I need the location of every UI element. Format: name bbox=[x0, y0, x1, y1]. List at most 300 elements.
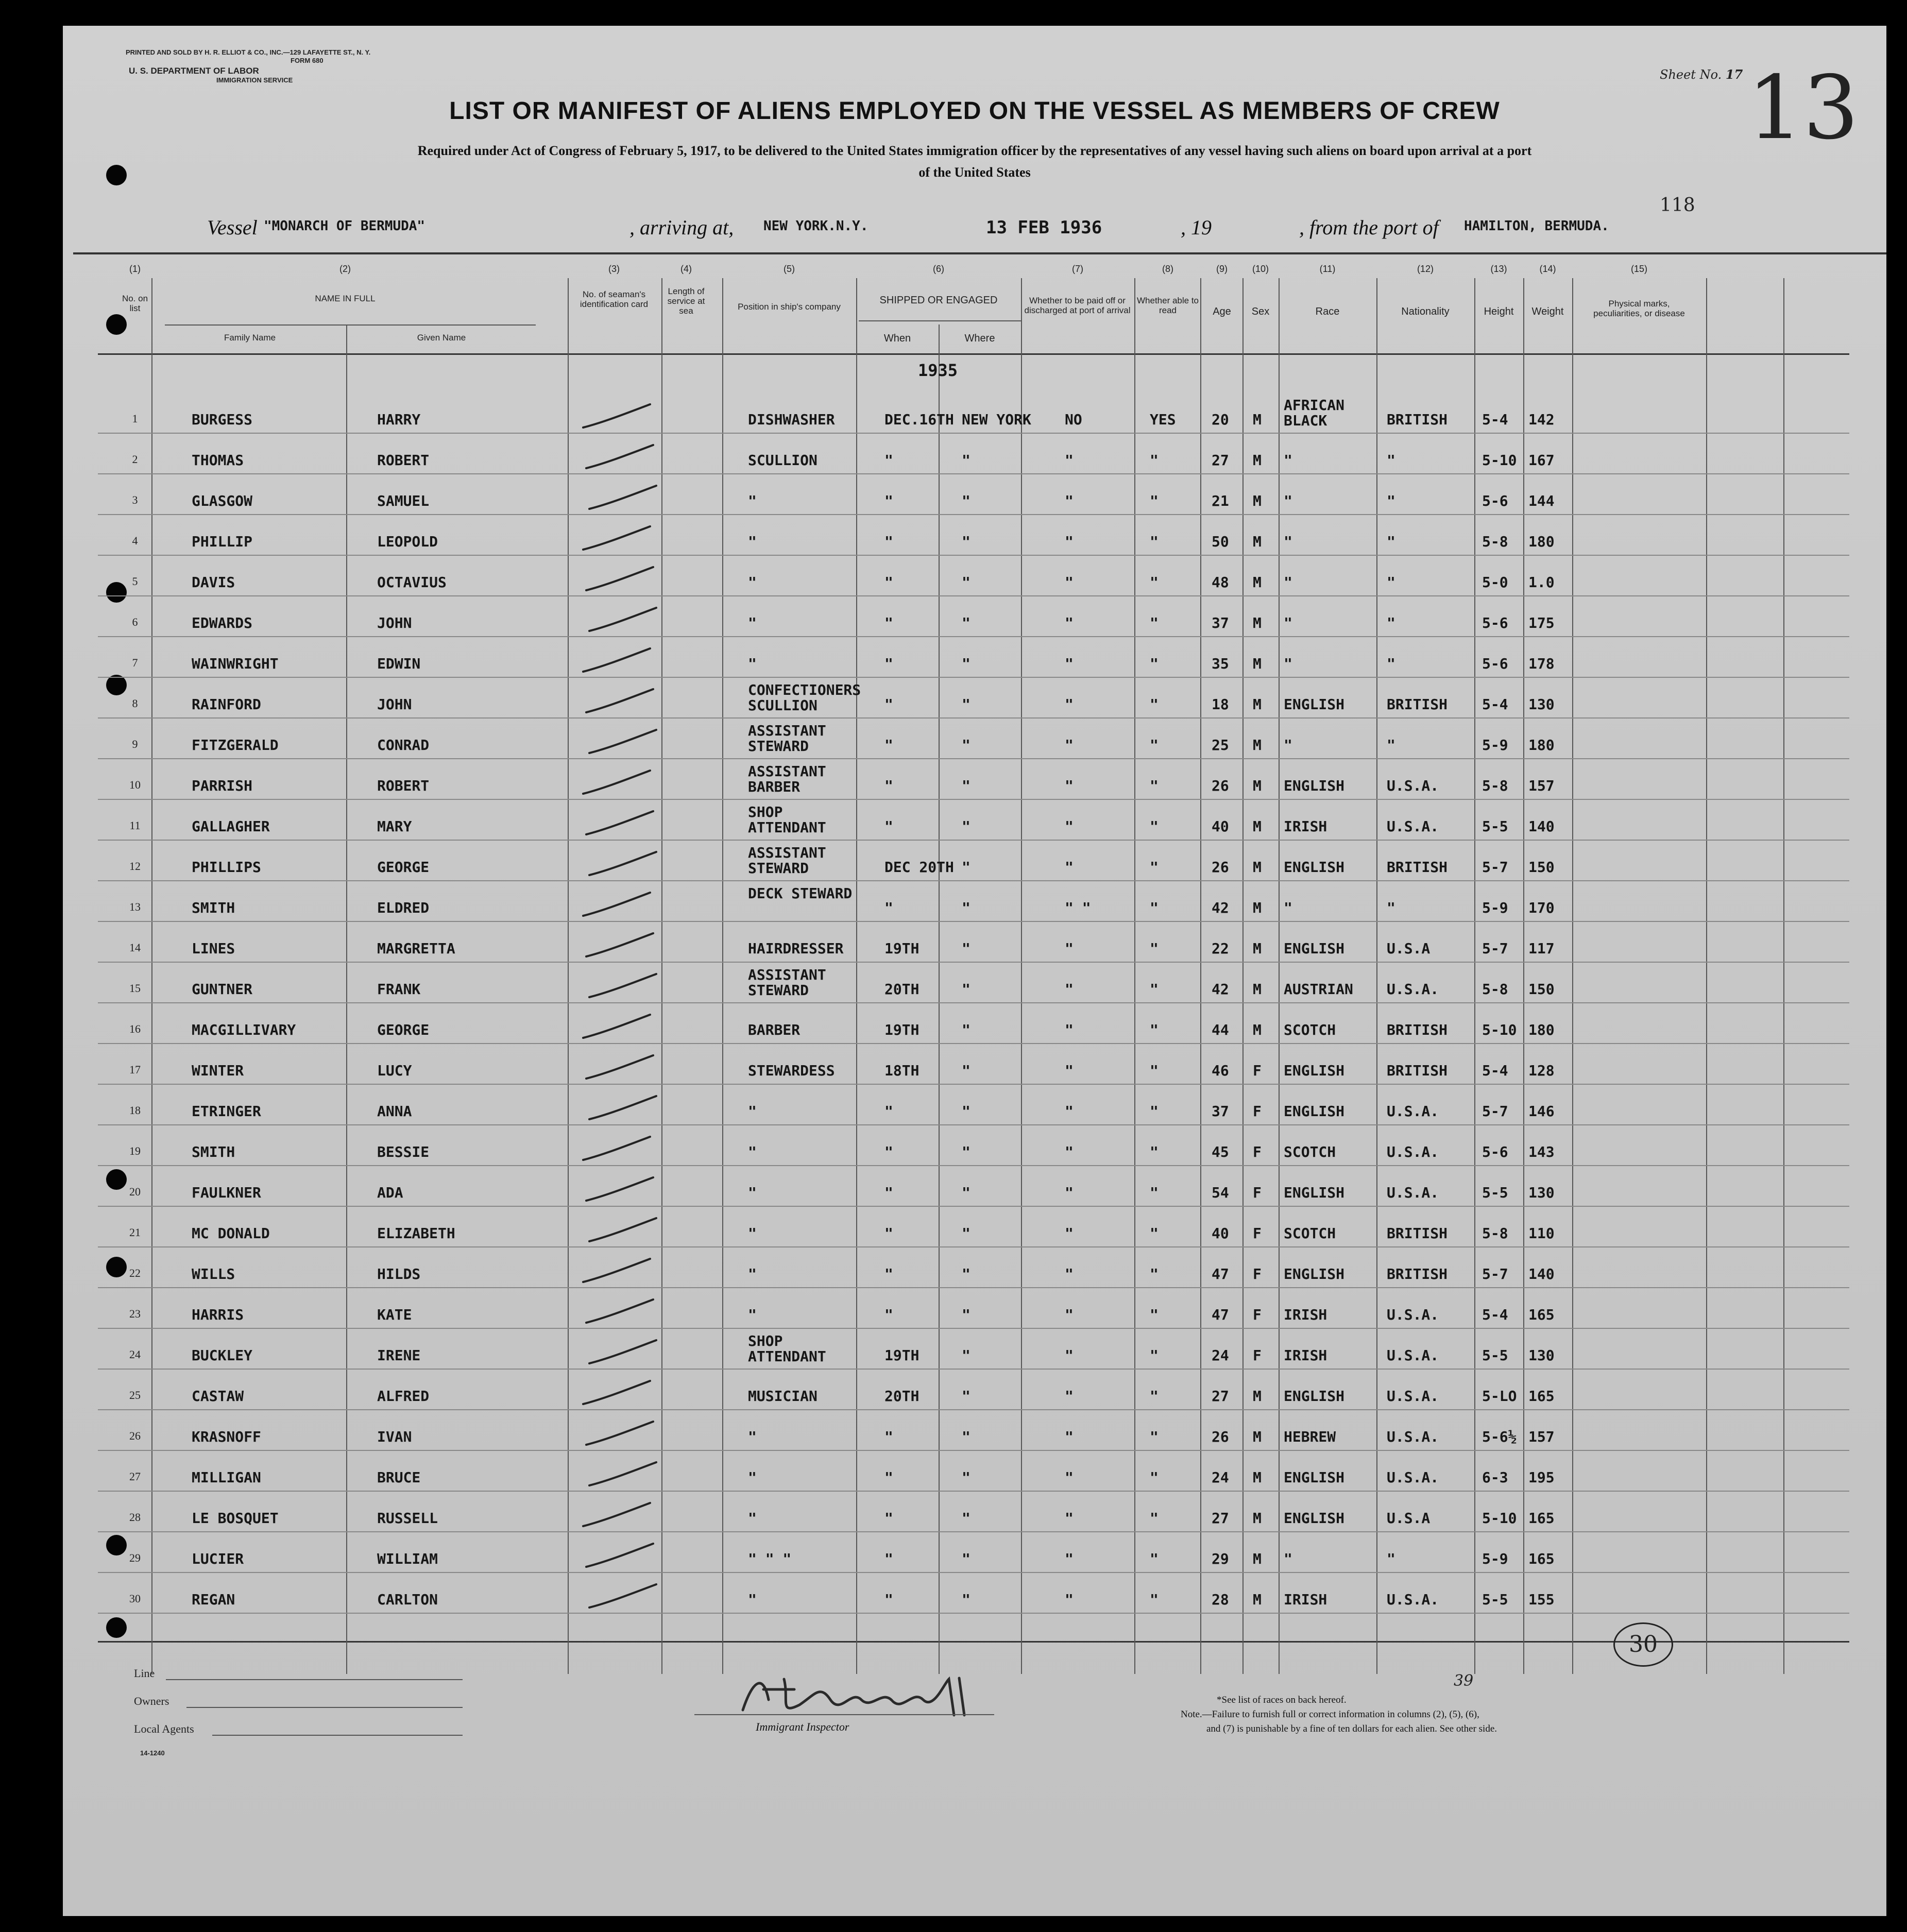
column-header-paid-off: Whether to be paid off or discharged at port of arrival bbox=[1024, 296, 1131, 315]
sex: M bbox=[1253, 940, 1262, 957]
row-number: 19 bbox=[129, 1144, 141, 1157]
from-port-label: , from the port of bbox=[1299, 216, 1439, 239]
height: 5-6 bbox=[1482, 492, 1508, 509]
race: ENGLISH bbox=[1284, 1184, 1345, 1201]
shipped-where: " bbox=[962, 1428, 970, 1445]
nationality: BRITISH bbox=[1387, 1266, 1448, 1283]
race: IRISH bbox=[1284, 1347, 1327, 1364]
shipped-when: " bbox=[884, 1550, 893, 1567]
race: " bbox=[1284, 655, 1292, 672]
weight: 142 bbox=[1528, 411, 1555, 428]
family-name: WILLS bbox=[192, 1266, 235, 1283]
weight: 140 bbox=[1528, 1266, 1555, 1283]
able-to-read: " bbox=[1150, 737, 1159, 754]
family-name: GUNTNER bbox=[192, 981, 253, 998]
nationality: " bbox=[1387, 574, 1395, 591]
shipped-where: " bbox=[962, 981, 970, 998]
family-name: GLASGOW bbox=[192, 492, 253, 509]
signature-rule bbox=[694, 1714, 994, 1715]
row-number: 25 bbox=[129, 1389, 141, 1401]
line-field bbox=[166, 1679, 463, 1680]
nationality: U.S.A. bbox=[1387, 981, 1439, 998]
shipped-where: " bbox=[962, 737, 970, 754]
position: " bbox=[748, 1266, 757, 1283]
age: 27 bbox=[1212, 1388, 1229, 1405]
row-rule bbox=[98, 962, 1849, 963]
paid-off: NO bbox=[1065, 411, 1082, 428]
height: 5-4 bbox=[1482, 696, 1508, 713]
nationality: U.S.A bbox=[1387, 940, 1431, 957]
nationality: U.S.A. bbox=[1387, 1306, 1439, 1323]
sex: M bbox=[1253, 492, 1262, 509]
family-name: THOMAS bbox=[192, 452, 244, 469]
column-header-read: Whether able to read bbox=[1137, 296, 1199, 315]
given-name: ANNA bbox=[377, 1103, 412, 1120]
weight: 144 bbox=[1528, 492, 1555, 509]
shipped-when: 19TH bbox=[884, 1021, 920, 1038]
column-number: (10) bbox=[1252, 264, 1269, 274]
shipped-where: " bbox=[962, 1550, 970, 1567]
weight: 175 bbox=[1528, 614, 1555, 631]
year-above-dates: 1935 bbox=[918, 361, 958, 380]
shipped-when: 18TH bbox=[884, 1062, 920, 1079]
column-rule bbox=[151, 278, 152, 1674]
given-name: LEOPOLD bbox=[377, 533, 438, 550]
given-name: MARY bbox=[377, 818, 412, 835]
row-rule bbox=[98, 1491, 1849, 1492]
paid-off: " bbox=[1065, 492, 1074, 509]
form-code: 14-1240 bbox=[140, 1749, 165, 1757]
race: " bbox=[1284, 614, 1292, 631]
height: 5-8 bbox=[1482, 533, 1508, 550]
given-name: EDWIN bbox=[377, 655, 421, 672]
shipped-when: " bbox=[884, 1306, 893, 1323]
shipped-where: " bbox=[962, 452, 970, 469]
race: AUSTRIAN bbox=[1284, 981, 1353, 998]
age: 25 bbox=[1212, 737, 1229, 754]
column-rule bbox=[939, 324, 940, 1674]
id-card-check-mark bbox=[578, 1256, 655, 1287]
id-card-check-mark bbox=[584, 1216, 661, 1246]
race: ENGLISH bbox=[1284, 1469, 1345, 1486]
column-rule bbox=[1021, 278, 1022, 1674]
column-header-physical-marks: Physical marks, peculiarities, or disease bbox=[1593, 299, 1685, 318]
vessel-line bbox=[207, 212, 1752, 243]
family-name: FITZGERALD bbox=[192, 737, 279, 754]
family-name: BURGESS bbox=[192, 411, 253, 428]
column-number: (13) bbox=[1490, 264, 1507, 274]
sex: M bbox=[1253, 777, 1262, 794]
race: SCOTCH bbox=[1284, 1021, 1336, 1038]
shipped-where: " bbox=[962, 1306, 970, 1323]
row-number: 10 bbox=[129, 778, 141, 791]
paid-off: " bbox=[1065, 1428, 1074, 1445]
column-header-given-name: Given Name bbox=[417, 333, 466, 343]
given-name: GEORGE bbox=[377, 1021, 430, 1038]
inspector-label: Immigrant Inspector bbox=[756, 1720, 849, 1733]
row-number: 3 bbox=[132, 493, 138, 506]
weight: 157 bbox=[1528, 777, 1555, 794]
race: " bbox=[1284, 574, 1292, 591]
position: " bbox=[748, 1306, 757, 1323]
id-card-check-mark bbox=[581, 442, 658, 473]
column-header-family-name: Family Name bbox=[224, 333, 276, 343]
position: SHOP ATTENDANT bbox=[748, 803, 826, 836]
age: 42 bbox=[1212, 899, 1229, 916]
id-card-check-mark bbox=[581, 1419, 658, 1450]
position: " bbox=[748, 1591, 757, 1608]
sex: F bbox=[1253, 1347, 1262, 1364]
row-number: 4 bbox=[132, 534, 138, 547]
sex: M bbox=[1253, 1428, 1262, 1445]
nationality: U.S.A. bbox=[1387, 1184, 1439, 1201]
age: 44 bbox=[1212, 1021, 1229, 1038]
sex: M bbox=[1253, 1550, 1262, 1567]
punch-hole bbox=[106, 314, 127, 335]
age: 27 bbox=[1212, 452, 1229, 469]
column-number: (7) bbox=[1072, 264, 1083, 274]
column-rule bbox=[1474, 278, 1475, 1674]
shipped-where: " bbox=[962, 1266, 970, 1283]
age: 22 bbox=[1212, 940, 1229, 957]
position: " bbox=[748, 1184, 757, 1201]
weight: 170 bbox=[1528, 899, 1555, 916]
age: 37 bbox=[1212, 1103, 1229, 1120]
paid-off: " " bbox=[1065, 899, 1091, 916]
row-number: 8 bbox=[132, 697, 138, 710]
row-number: 6 bbox=[132, 615, 138, 628]
row-rule bbox=[98, 1165, 1849, 1166]
shipped-where: " bbox=[962, 1225, 970, 1242]
position: " bbox=[748, 1103, 757, 1120]
given-name: BESSIE bbox=[377, 1143, 430, 1160]
shipped-where: " bbox=[962, 1184, 970, 1201]
family-name: EDWARDS bbox=[192, 614, 253, 631]
height: 5-4 bbox=[1482, 411, 1508, 428]
departure-port: HAMILTON, BERMUDA. bbox=[1464, 218, 1609, 234]
able-to-read: " bbox=[1150, 655, 1159, 672]
able-to-read: " bbox=[1150, 492, 1159, 509]
column-rule bbox=[1376, 278, 1377, 1674]
paid-off: " bbox=[1065, 1184, 1074, 1201]
row-number: 21 bbox=[129, 1226, 141, 1239]
column-rule bbox=[1200, 278, 1201, 1674]
shipped-when: " bbox=[884, 1469, 893, 1486]
shipped-when: 19TH bbox=[884, 1347, 920, 1364]
height: 5-4 bbox=[1482, 1062, 1508, 1079]
row-number: 14 bbox=[129, 941, 141, 954]
able-to-read: " bbox=[1150, 1103, 1159, 1120]
table-bottom-rule bbox=[98, 1641, 1849, 1643]
able-to-read: " bbox=[1150, 818, 1159, 835]
id-card-check-mark bbox=[581, 1053, 658, 1084]
shipped-where: " bbox=[962, 492, 970, 509]
given-name: ALFRED bbox=[377, 1388, 430, 1405]
id-card-check-mark bbox=[584, 1093, 661, 1124]
vessel-name: "MONARCH OF BERMUDA" bbox=[264, 218, 425, 234]
row-rule bbox=[98, 840, 1849, 841]
nationality: " bbox=[1387, 655, 1395, 672]
nationality: U.S.A. bbox=[1387, 1469, 1439, 1486]
row-number: 20 bbox=[129, 1185, 141, 1198]
given-name: JOHN bbox=[377, 696, 412, 713]
nationality: " bbox=[1387, 492, 1395, 509]
able-to-read: " bbox=[1150, 1591, 1159, 1608]
shipped-when: " bbox=[884, 1428, 893, 1445]
arriving-port: NEW YORK.N.Y. bbox=[763, 218, 869, 234]
given-name: ELIZABETH bbox=[377, 1225, 455, 1242]
age: 47 bbox=[1212, 1306, 1229, 1323]
family-name: LUCIER bbox=[192, 1550, 244, 1567]
family-name: PARRISH bbox=[192, 777, 253, 794]
sex: M bbox=[1253, 411, 1262, 428]
local-agents-label: Local Agents bbox=[134, 1722, 194, 1735]
column-number: (12) bbox=[1417, 264, 1434, 274]
shipped-where: " bbox=[962, 818, 970, 835]
sex: M bbox=[1253, 737, 1262, 754]
penalty-note: Note.—Failure to furnish full or correct information in columns (2), (5), (6), bbox=[1181, 1709, 1479, 1720]
weight: 150 bbox=[1528, 859, 1555, 876]
sex: M bbox=[1253, 574, 1262, 591]
shipped-where: " bbox=[962, 1510, 970, 1527]
row-rule bbox=[98, 1246, 1849, 1247]
height: 5-5 bbox=[1482, 1347, 1508, 1364]
row-rule bbox=[98, 1613, 1849, 1614]
row-rule bbox=[98, 473, 1849, 474]
paid-off: " bbox=[1065, 777, 1074, 794]
column-number: (5) bbox=[784, 264, 795, 274]
shipped-when: " bbox=[884, 614, 893, 631]
given-name: BRUCE bbox=[377, 1469, 421, 1486]
row-rule bbox=[98, 1409, 1849, 1410]
year-label: , 19 bbox=[1181, 216, 1212, 239]
column-rule bbox=[722, 278, 723, 1674]
row-rule bbox=[98, 677, 1849, 678]
id-card-check-mark bbox=[584, 605, 661, 636]
height: 5-8 bbox=[1482, 777, 1508, 794]
sex: M bbox=[1253, 452, 1262, 469]
id-card-check-mark bbox=[581, 1541, 658, 1572]
family-name: LE BOSQUET bbox=[192, 1510, 279, 1527]
height: 5-8 bbox=[1482, 1225, 1508, 1242]
row-number: 28 bbox=[129, 1511, 141, 1524]
form-number: FORM 680 bbox=[291, 57, 323, 64]
race: ENGLISH bbox=[1284, 1510, 1345, 1527]
able-to-read: " bbox=[1150, 1306, 1159, 1323]
able-to-read: " bbox=[1150, 1469, 1159, 1486]
column-number: (2) bbox=[339, 264, 351, 274]
sex: M bbox=[1253, 1021, 1262, 1038]
column-header-name: NAME IN FULL bbox=[315, 294, 376, 303]
age: 45 bbox=[1212, 1143, 1229, 1160]
position: " bbox=[748, 1469, 757, 1486]
family-name: RAINFORD bbox=[192, 696, 261, 713]
height: 5-9 bbox=[1482, 737, 1508, 754]
given-name: SAMUEL bbox=[377, 492, 430, 509]
shipped-when: " bbox=[884, 737, 893, 754]
row-number: 5 bbox=[132, 575, 138, 588]
nationality: " bbox=[1387, 452, 1395, 469]
race: " bbox=[1284, 899, 1292, 916]
height: 6-3 bbox=[1482, 1469, 1508, 1486]
position: ASSISTANT STEWARD bbox=[748, 844, 826, 877]
shipped-when: " bbox=[884, 1184, 893, 1201]
nationality: U.S.A. bbox=[1387, 777, 1439, 794]
column-rule bbox=[1706, 278, 1707, 1674]
family-name: DAVIS bbox=[192, 574, 235, 591]
paid-off: " bbox=[1065, 452, 1074, 469]
column-number: (11) bbox=[1319, 264, 1336, 274]
sex: M bbox=[1253, 696, 1262, 713]
shipped-when: " bbox=[884, 777, 893, 794]
sex: F bbox=[1253, 1103, 1262, 1120]
column-header-nationality: Nationality bbox=[1401, 306, 1450, 317]
given-name: ROBERT bbox=[377, 777, 430, 794]
sex: M bbox=[1253, 614, 1262, 631]
sex: M bbox=[1253, 899, 1262, 916]
race: ENGLISH bbox=[1284, 777, 1345, 794]
nationality: U.S.A bbox=[1387, 1510, 1431, 1527]
sex: M bbox=[1253, 655, 1262, 672]
service-name: IMMIGRATION SERVICE bbox=[216, 76, 293, 84]
id-card-check-mark bbox=[581, 565, 658, 595]
shipped-where: " bbox=[962, 1143, 970, 1160]
shipped-where: " bbox=[962, 1062, 970, 1079]
given-name: KATE bbox=[377, 1306, 412, 1323]
height: 5-9 bbox=[1482, 899, 1508, 916]
shipped-where: " bbox=[962, 859, 970, 876]
arriving-label: , arriving at, bbox=[629, 216, 734, 239]
row-number: 26 bbox=[129, 1429, 141, 1442]
height: 5-9 bbox=[1482, 1550, 1508, 1567]
shipped-where: " bbox=[962, 940, 970, 957]
sex: M bbox=[1253, 818, 1262, 835]
nationality: U.S.A. bbox=[1387, 1143, 1439, 1160]
shipped-when: " bbox=[884, 574, 893, 591]
shipped-when: " bbox=[884, 818, 893, 835]
weight: 150 bbox=[1528, 981, 1555, 998]
race: IRISH bbox=[1284, 1591, 1327, 1608]
table-top-rule bbox=[73, 252, 1886, 254]
height: 5-7 bbox=[1482, 940, 1508, 957]
race: ENGLISH bbox=[1284, 859, 1345, 876]
row-rule bbox=[98, 880, 1849, 881]
paid-off: " bbox=[1065, 1143, 1074, 1160]
able-to-read: " bbox=[1150, 1266, 1159, 1283]
punch-hole bbox=[106, 1169, 127, 1190]
punch-hole bbox=[106, 1257, 127, 1277]
family-name: CASTAW bbox=[192, 1388, 244, 1405]
family-name: BUCKLEY bbox=[192, 1347, 253, 1364]
age: 26 bbox=[1212, 1428, 1229, 1445]
paid-off: " bbox=[1065, 859, 1074, 876]
shipped-when: " bbox=[884, 452, 893, 469]
position: DECK STEWARD bbox=[748, 885, 853, 902]
able-to-read: " bbox=[1150, 777, 1159, 794]
able-to-read: " bbox=[1150, 1510, 1159, 1527]
able-to-read: " bbox=[1150, 981, 1159, 998]
column-header-id-card: No. of seaman's identification card bbox=[580, 289, 649, 309]
position: " bbox=[748, 614, 757, 631]
column-number: (15) bbox=[1630, 264, 1647, 274]
paid-off: " bbox=[1065, 696, 1074, 713]
shipped-when: " bbox=[884, 1143, 893, 1160]
position: SHOP ATTENDANT bbox=[748, 1332, 826, 1365]
id-card-check-mark bbox=[584, 1338, 661, 1369]
id-card-check-mark bbox=[578, 1134, 655, 1165]
paid-off: " bbox=[1065, 1103, 1074, 1120]
height: 5-7 bbox=[1482, 1103, 1508, 1120]
age: 27 bbox=[1212, 1510, 1229, 1527]
given-name: IRENE bbox=[377, 1347, 421, 1364]
given-name: JOHN bbox=[377, 614, 412, 631]
height: 5-5 bbox=[1482, 818, 1508, 835]
height: 5-10 bbox=[1482, 452, 1517, 469]
id-card-check-mark bbox=[584, 849, 661, 880]
position: " bbox=[748, 574, 757, 591]
sex: M bbox=[1253, 533, 1262, 550]
position: CONFECTIONERS SCULLION bbox=[748, 681, 861, 714]
name-subheader-rule bbox=[165, 324, 536, 326]
shipped-when: " bbox=[884, 492, 893, 509]
height: 5-7 bbox=[1482, 859, 1508, 876]
row-number: 2 bbox=[132, 453, 138, 466]
shipped-when: " bbox=[884, 533, 893, 550]
age: 18 bbox=[1212, 696, 1229, 713]
paid-off: " bbox=[1065, 1510, 1074, 1527]
paid-off: " bbox=[1065, 614, 1074, 631]
age: 21 bbox=[1212, 492, 1229, 509]
row-rule bbox=[98, 1287, 1849, 1288]
punch-hole bbox=[106, 1617, 127, 1638]
line-label: Line bbox=[134, 1667, 155, 1680]
position: SCULLION bbox=[748, 452, 818, 469]
position: " bbox=[748, 655, 757, 672]
able-to-read: " bbox=[1150, 1347, 1159, 1364]
column-number: (4) bbox=[680, 264, 692, 274]
handwritten-number: 39 bbox=[1454, 1672, 1474, 1690]
department-name: U. S. DEPARTMENT OF LABOR bbox=[129, 66, 259, 76]
id-card-check-mark bbox=[578, 768, 655, 799]
race: AFRICAN BLACK bbox=[1284, 397, 1345, 429]
row-number: 18 bbox=[129, 1104, 141, 1117]
paid-off: " bbox=[1065, 574, 1074, 591]
row-rule bbox=[98, 514, 1849, 515]
row-number: 7 bbox=[132, 656, 138, 669]
row-number: 30 bbox=[129, 1592, 141, 1605]
punch-hole bbox=[106, 1535, 127, 1555]
age: 50 bbox=[1212, 533, 1229, 550]
weight: 130 bbox=[1528, 1184, 1555, 1201]
age: 26 bbox=[1212, 859, 1229, 876]
weight: 143 bbox=[1528, 1143, 1555, 1160]
column-header-age: Age bbox=[1213, 306, 1231, 317]
local-agents-field bbox=[212, 1735, 463, 1736]
height: 5-10 bbox=[1482, 1021, 1517, 1038]
sex: M bbox=[1253, 1510, 1262, 1527]
nationality: BRITISH bbox=[1387, 411, 1448, 428]
race: SCOTCH bbox=[1284, 1225, 1336, 1242]
able-to-read: " bbox=[1150, 899, 1159, 916]
nationality: U.S.A. bbox=[1387, 1347, 1439, 1364]
nationality: " bbox=[1387, 1550, 1395, 1567]
given-name: WILLIAM bbox=[377, 1550, 438, 1567]
family-name: HARRIS bbox=[192, 1306, 244, 1323]
column-header-height: Height bbox=[1484, 306, 1514, 317]
race: " bbox=[1284, 452, 1292, 469]
paid-off: " bbox=[1065, 981, 1074, 998]
column-number: (6) bbox=[933, 264, 944, 274]
